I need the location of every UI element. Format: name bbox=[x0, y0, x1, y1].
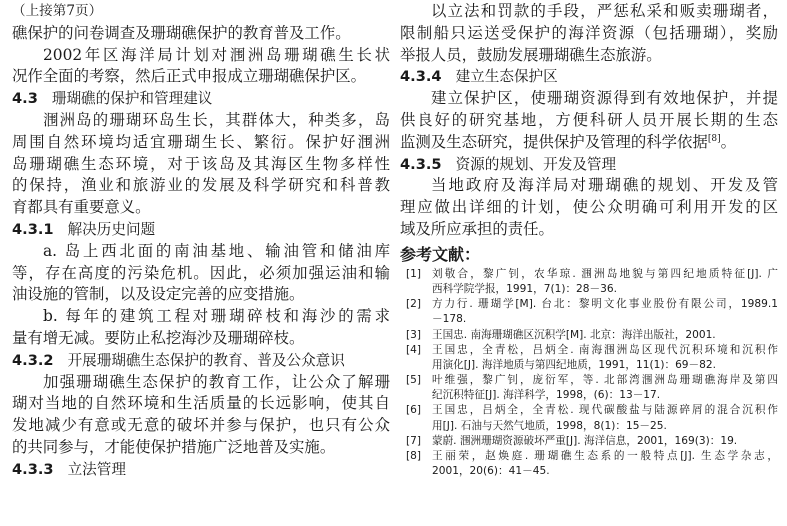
reference-number: [6] bbox=[406, 404, 422, 417]
citation-8[interactable]: [8] bbox=[707, 133, 721, 144]
reference-text-line: 叶维强，黎广钊，庞衍军，等. 北部湾涠洲岛珊瑚礁海岸及第四 bbox=[432, 374, 778, 387]
reference-text-line: 王国忠，全青松，吕炳全. 南海涠洲岛区现代沉积环境和沉积作 bbox=[432, 343, 778, 356]
section-number: 4.3.3 bbox=[12, 460, 54, 478]
paragraph-line: 周围自然环境均适宜珊瑚生长、繁衍。保护好涠洲 bbox=[12, 132, 390, 151]
reference-item bbox=[400, 449, 778, 479]
paragraph-line: 育都具有重要意义。 bbox=[12, 198, 151, 217]
paragraph-line: 理应做出详细的计划，使公众明确可利用开发的区 bbox=[400, 198, 778, 217]
section-number: 4.3 bbox=[12, 90, 38, 108]
section-number: 4.3.5 bbox=[400, 155, 442, 173]
paragraph-line: 域及所应承担的责任。 bbox=[400, 219, 554, 238]
section-title: 资源的规划、开发及管理 bbox=[455, 155, 617, 173]
section-title: 开展珊瑚礁生态保护的教育、普及公众意识 bbox=[67, 351, 345, 369]
reference-text-line: 用演化[J]. 海洋地质与第四纪地质，1991，11(1)：69－82. bbox=[432, 358, 716, 371]
section-heading-4-3-4 bbox=[400, 66, 778, 88]
reference-number: [1] bbox=[406, 267, 422, 280]
reference-list bbox=[400, 267, 778, 480]
reference-number: [7] bbox=[406, 434, 422, 447]
paragraph-line: a. 岛上西北面的南油基地、输油管和储油库 bbox=[43, 241, 390, 260]
paragraph-line: 涠洲岛的珊瑚环岛生长，其群体大，种类多，岛 bbox=[43, 110, 390, 129]
para-2002-line: 2002年区海洋局计划对涠洲岛珊瑚礁生长状 bbox=[43, 45, 390, 64]
paragraph-line: b. 每年的建筑工程对珊瑚碎枝和海沙的需求 bbox=[43, 307, 390, 326]
paragraph-line bbox=[400, 132, 778, 154]
reference-text-line: 纪沉积特征[J]. 海洋科学，1998，(6)：13－17. bbox=[432, 389, 661, 402]
reference-number: [4] bbox=[406, 343, 422, 356]
paragraph-line: 量有增无减。要防止私挖海沙及珊瑚碎枝。 bbox=[12, 328, 305, 347]
reference-text-line: 西科学院学报，1991，7(1)：28－36. bbox=[432, 282, 617, 295]
section-title: 珊瑚礁的保护和管理建议 bbox=[51, 90, 213, 108]
section-number: 4.3.4 bbox=[400, 68, 442, 86]
continued-note: （上接第7页） bbox=[12, 3, 103, 19]
paragraph-line: 等，存在高度的污染危机。因此，必须加强运油和输 bbox=[12, 263, 390, 282]
references-heading: 参考文献： bbox=[400, 244, 481, 264]
paragraph-line: 限制船只运送受保护的海洋资源（包括珊瑚），奖励 bbox=[400, 23, 778, 42]
paragraph-line: 加强珊瑚礁生态保护的教育工作，让公众了解珊 bbox=[43, 372, 390, 391]
paragraph-line: 当地政府及海洋局对珊瑚礁的规划、开发及管 bbox=[431, 176, 778, 195]
reference-number: [2] bbox=[406, 298, 422, 311]
reference-number: [8] bbox=[406, 450, 422, 463]
period: 。 bbox=[720, 132, 736, 151]
reference-number: [3] bbox=[406, 328, 422, 341]
reference-text-line: 蒙蔚. 涠洲珊瑚资源破坏严重[J]. 海洋信息，2001，169(3)：19. bbox=[432, 434, 738, 447]
section-title: 立法管理 bbox=[67, 460, 126, 478]
reference-item bbox=[400, 267, 778, 297]
paragraph-line: 供良好的研究基地，方便科研人员开展长期的生态 bbox=[400, 110, 778, 129]
reference-text-line: 用[J]. 石油与天然气地质，1998，8(1)：15－25. bbox=[432, 419, 667, 432]
section-heading-4-3 bbox=[12, 88, 390, 110]
paragraph-line: 发地减少有意或无意的破坏并参与保护，也只有公众 bbox=[12, 416, 390, 435]
intro-line: 礁保护的问卷调查及珊瑚礁保护的教育普及工作。 bbox=[12, 23, 351, 42]
paragraph-line: 油设施的管制，以及设定完善的应变措施。 bbox=[12, 285, 305, 304]
section-heading-4-3-3 bbox=[12, 459, 390, 481]
reference-item bbox=[400, 343, 778, 373]
paragraph-line: 的共同参与，才能使保护措施广泛地普及实施。 bbox=[12, 437, 336, 456]
reference-text-line: 王国忠，吕炳全，全青松. 现代碳酸盐与陆源碎屑的混合沉积作 bbox=[432, 404, 778, 417]
reference-number: [5] bbox=[406, 374, 422, 387]
section-title: 解决历史问题 bbox=[67, 220, 156, 238]
paragraph-line: 建立保护区，使珊瑚资源得到有效地保护，并提 bbox=[431, 89, 778, 108]
reference-item bbox=[400, 403, 778, 433]
section-heading-4-3-5 bbox=[400, 154, 778, 176]
section-number: 4.3.1 bbox=[12, 220, 54, 238]
section-heading-4-3-2 bbox=[12, 350, 390, 372]
section-number: 4.3.2 bbox=[12, 351, 54, 369]
reference-item bbox=[400, 328, 778, 343]
para-2002-line: 况作全面的考察，然后正式申报成立珊瑚礁保护区。 bbox=[12, 67, 366, 86]
reference-text-line: 方力行. 珊瑚学[M]. 台北：黎明文化事业股份有限公司，1989.1 bbox=[432, 298, 778, 311]
paragraph-line: 瑚对当地的自然环境和生活质量的长远影响，使其自 bbox=[12, 394, 390, 413]
reference-item bbox=[400, 434, 778, 449]
reference-text-line: 刘敬合，黎广钊，农华琼. 涠洲岛地貌与第四纪地质特征[J]. 广 bbox=[432, 267, 778, 280]
reference-text-line: －178. bbox=[432, 313, 467, 326]
right-column bbox=[400, 0, 778, 479]
reference-text-line: 王国忠. 南海珊瑚礁区沉积学[M]. 北京：海洋出版社，2001. bbox=[432, 328, 716, 341]
paragraph-line: 举报人员，鼓励发展珊瑚礁生态旅游。 bbox=[400, 45, 662, 64]
section-heading-4-3-1 bbox=[12, 219, 390, 241]
reference-item bbox=[400, 297, 778, 327]
paragraph-line: 岛珊瑚礁生态环境，对于该岛及其海区生物多样性 bbox=[12, 154, 390, 173]
reference-text-line: 王丽荣，赵焕庭. 珊瑚礁生态系的一般特点[J]. 生态学杂志， bbox=[432, 450, 778, 463]
paragraph-line: 的保持，渔业和旅游业的发展及科学研究和科普教 bbox=[12, 176, 390, 195]
paragraph-text: 监测及生态研究，提供保护及管理的科学依据 bbox=[400, 132, 708, 151]
left-column bbox=[12, 0, 390, 481]
reference-text-line: 2001，20(6)：41－45. bbox=[432, 465, 550, 478]
reference-item bbox=[400, 373, 778, 403]
paragraph-line: 以立法和罚款的手段，严惩私采和贩卖珊瑚者， bbox=[431, 2, 778, 20]
section-title: 建立生态保护区 bbox=[455, 68, 558, 86]
